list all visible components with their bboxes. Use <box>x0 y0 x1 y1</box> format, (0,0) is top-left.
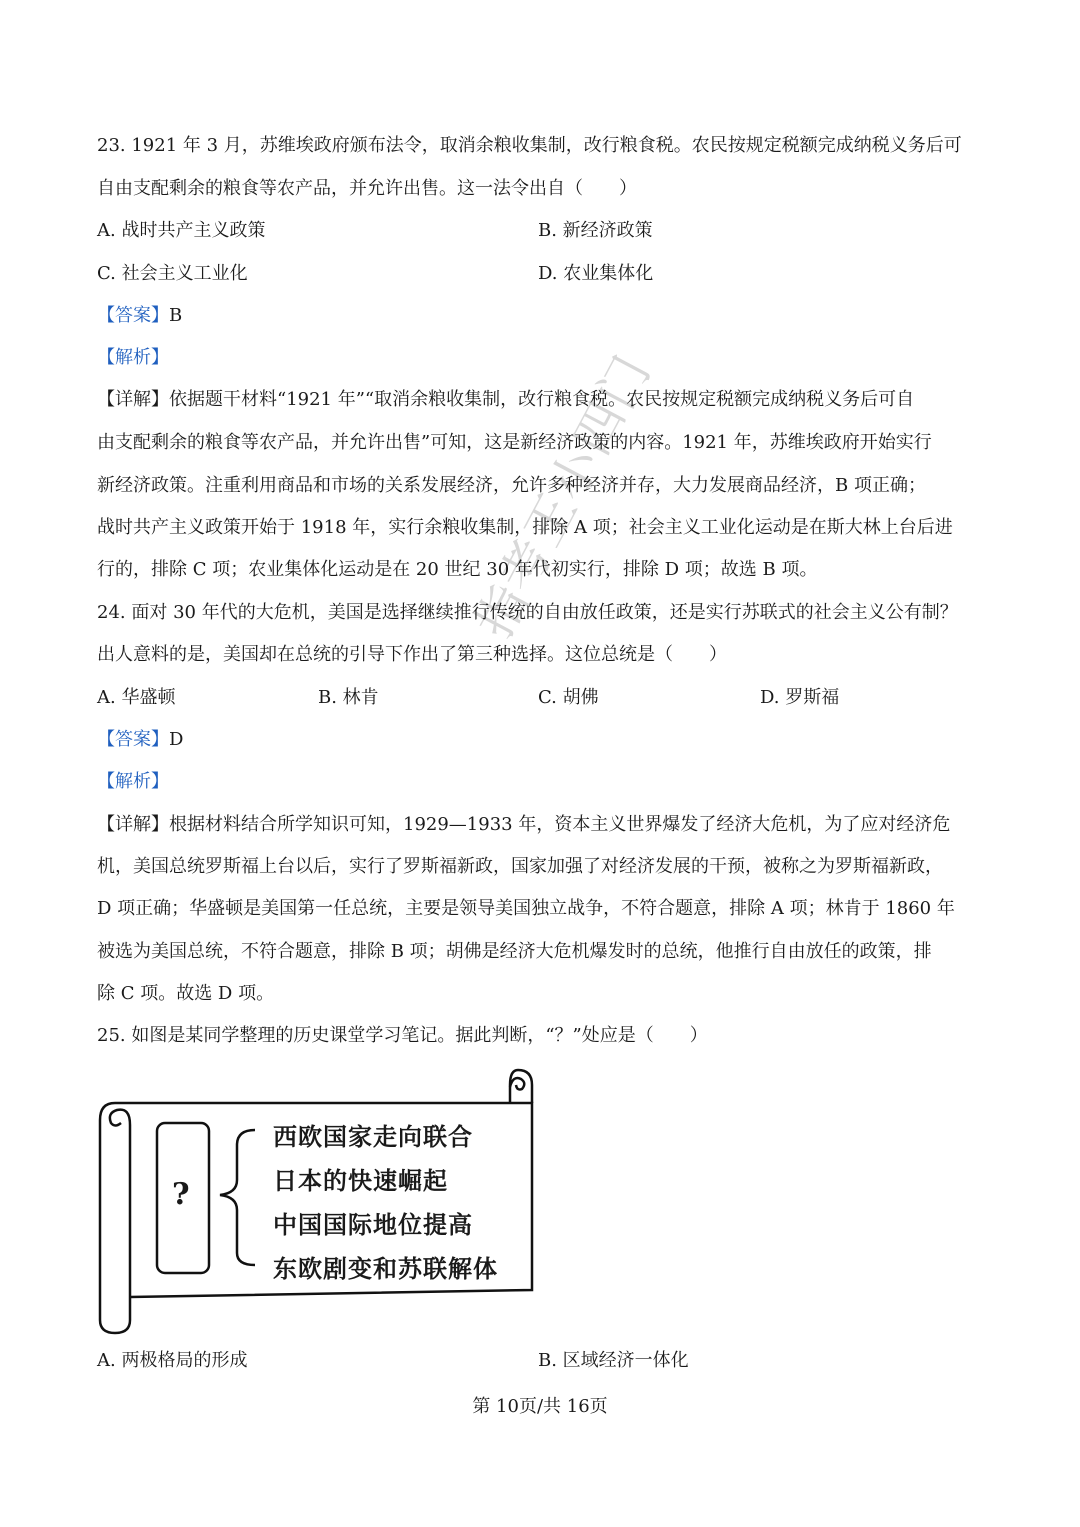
q23-answer <box>97 304 987 328</box>
analysis-tag: 【解析】 <box>97 771 169 792</box>
detail-tag: 【详解】 <box>97 389 169 410</box>
q24-option-c: C. 胡佛 <box>538 687 599 708</box>
detail-tag: 【详解】 <box>97 814 169 835</box>
q23-detail-line4: 战时共产主义政策开始于 1918 年，实行余粮收集制，排除 A 项；社会主义工业化运动是在斯大林上台后进 <box>97 517 953 538</box>
detail-text: 根据材料结合所学知识可知，1929—1933 年，资本主义世界爆发了经济大危机，为了应对经济危 <box>169 814 951 835</box>
q23-option-a: A. 战时共产主义政策 <box>97 220 266 241</box>
answer-tag: 【答案】 <box>97 729 169 750</box>
answer-value: B <box>169 305 183 326</box>
q24-detail-line3: D 项正确；华盛顿是美国第一任总统，主要是领导美国独立战争，不符合题意，排除 A 项；林肯于 1860 年 <box>97 898 955 919</box>
question-mark: ? <box>172 1177 190 1212</box>
q24-option-b: B. 林肯 <box>318 687 379 708</box>
q24-detail-line1 <box>97 813 987 837</box>
q24-stem-line1: 24. 面对 30 年代的大危机，美国是选择继续推行传统的自由放任政策，还是实行苏联式的社会主义公有制？ <box>97 602 958 623</box>
q23-option-d: D. 农业集体化 <box>538 263 654 284</box>
analysis-tag: 【解析】 <box>97 347 169 368</box>
q24-answer <box>97 728 987 752</box>
q24-option-d: D. 罗斯福 <box>760 687 840 708</box>
q24-option-a: A. 华盛顿 <box>97 687 176 708</box>
detail-text: 依据题干材料“1921 年”“取消余粮收集制，改行粮食税。农民按规定税额完成纳税义务后可自 <box>169 389 915 410</box>
q23-stem-line1: 23. 1921 年 3 月，苏维埃政府颁布法令，取消余粮收集制，改行粮食税。农民按规定税额完成纳税义务后可 <box>97 135 962 156</box>
scroll-outline <box>95 1065 540 1335</box>
q24-detail-line2: 机，美国总统罗斯福上台以后，实行了罗斯福新政，国家加强了对经济发展的干预，被称之为罗斯福新政， <box>97 856 943 877</box>
page-footer: 第 10页/共 16页 <box>472 1396 608 1417</box>
figure-item-1: 西欧国家走向联合 <box>273 1123 473 1151</box>
watermark: 指考王小四门 <box>464 344 663 648</box>
q23-detail-line3: 新经济政策。注重利用商品和市场的关系发展经济，允许多种经济并存，大力发展商品经济，B 项正确； <box>97 475 926 496</box>
q23-detail-line5: 行的，排除 C 项；农业集体化运动是在 20 世纪 30 年代初实行，排除 D 项；故选 B 项。 <box>97 559 818 580</box>
q24-detail-line5: 除 C 项。故选 D 项。 <box>97 983 275 1004</box>
figure-item-4: 东欧剧变和苏联解体 <box>273 1255 498 1283</box>
q25-stem: 25. 如图是某同学整理的历史课堂学习笔记。据此判断，“？”处应是（ ） <box>97 1025 708 1046</box>
scroll-figure <box>95 1065 540 1335</box>
figure-item-2: 日本的快速崛起 <box>273 1167 448 1195</box>
q23-option-c: C. 社会主义工业化 <box>97 263 248 284</box>
answer-value: D <box>169 729 184 750</box>
q25-option-b: B. 区域经济一体化 <box>538 1350 689 1371</box>
q23-detail-line1 <box>97 388 987 412</box>
q23-option-b: B. 新经济政策 <box>538 220 653 241</box>
q24-detail-line4: 被选为美国总统，不符合题意，排除 B 项；胡佛是经济大危机爆发时的总统，他推行自由放任的政策，排 <box>97 941 932 962</box>
q23-analysis <box>97 346 987 370</box>
q24-stem-line2: 出人意料的是，美国却在总统的引导下作出了第三种选择。这位总统是（ ） <box>97 644 727 665</box>
q23-detail-line2: 由支配剩余的粮食等农产品，并允许出售”可知，这是新经济政策的内容。1921 年，苏维埃政府开始实行 <box>97 432 932 453</box>
figure-item-3: 中国国际地位提高 <box>273 1211 473 1239</box>
q23-stem-line2: 自由支配剩余的粮食等农产品，并允许出售。这一法令出自（ ） <box>97 178 637 199</box>
q24-analysis <box>97 770 987 794</box>
q25-option-a: A. 两极格局的形成 <box>97 1350 248 1371</box>
answer-tag: 【答案】 <box>97 305 169 326</box>
